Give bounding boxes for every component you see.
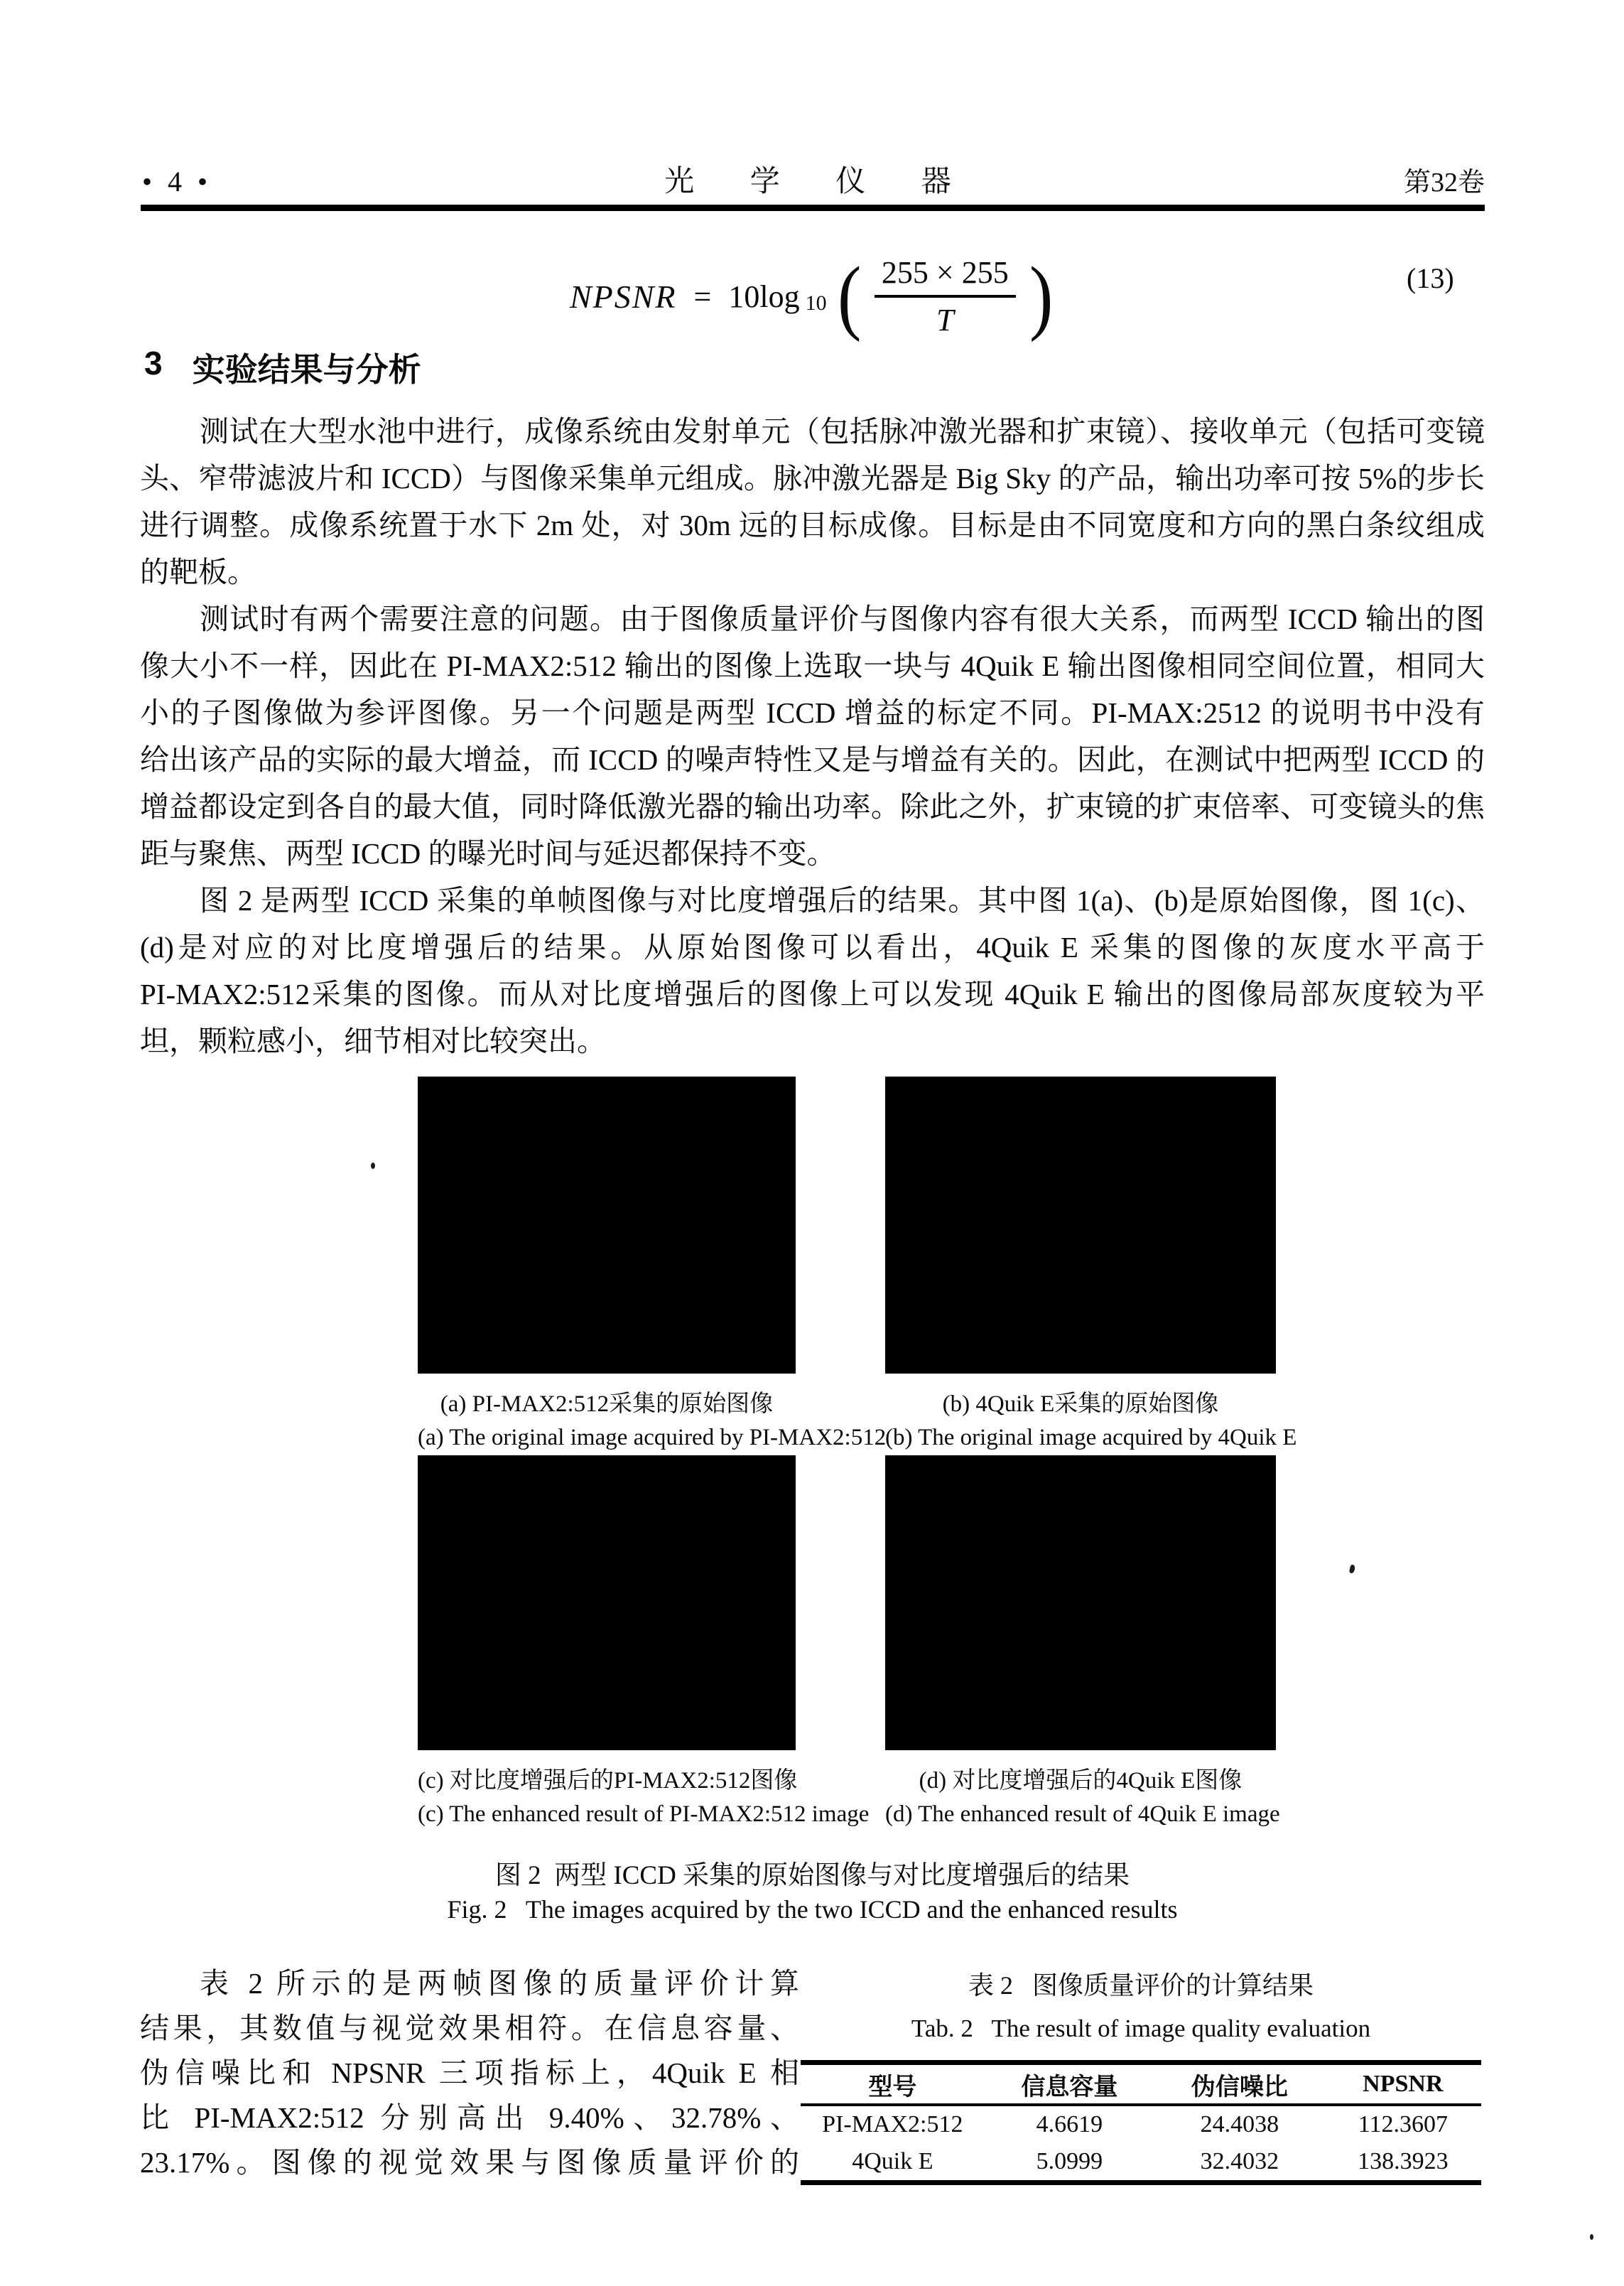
body-line: 伪信噪比和 NPSNR 三项指标上，4Quik E 相 xyxy=(140,2056,799,2089)
section-heading xyxy=(144,344,421,391)
table-header-row xyxy=(801,2063,1481,2106)
body-line: 23.17%。图像的视觉效果与图像质量评价的 xyxy=(140,2146,799,2179)
body-line: 测试在大型水池中进行，成像系统由发射单元（包括脉冲激光器和扩束镜）、接收单元（包括可变镜 xyxy=(200,415,1485,448)
fraction-numerator: 255 × 255 xyxy=(881,255,1009,290)
figure-caption-zh: 图 2 两型 ICCD 采集的原始图像与对比度增强后的结果 xyxy=(494,1861,1130,1890)
results-table xyxy=(801,2060,1481,2185)
body-line: 小的子图像做为参评图像。另一个问题是两型 ICCD 增益的标定不同。PI-MAX:2512 的说明书中没有 xyxy=(140,696,1485,729)
panel-c-caption-zh: (c) 对比度增强后的PI-MAX2:512图像 xyxy=(418,1768,798,1794)
panel-b-caption-en: (b) The original image acquired by 4Quik E xyxy=(885,1425,1297,1450)
table-cell: 4Quik E xyxy=(852,2148,933,2174)
panel-d-caption-en: (d) The enhanced result of 4Quik E image xyxy=(885,1801,1280,1827)
running-head xyxy=(142,158,1485,200)
body-line: (d)是对应的对比度增强后的结果。从原始图像可以看出，4Quik E 采集的图像的灰度水平高于 xyxy=(140,931,1485,964)
section-number: 3 xyxy=(144,345,163,382)
header-rule xyxy=(141,205,1485,211)
figure-panel-d xyxy=(885,1455,1280,1828)
panel-b-image xyxy=(885,1077,1276,1374)
fraction-denominator: T xyxy=(875,295,1016,338)
body-line: 坦，颗粒感小，细节相对比较突出。 xyxy=(140,1025,606,1057)
table-title-zh: 表 2 图像质量评价的计算结果 xyxy=(968,1971,1314,2000)
page-number: • 4 • xyxy=(142,166,212,198)
figure-panel-c xyxy=(418,1455,870,1828)
body-line: 图 2 是两型 ICCD 采集的单帧图像与对比度增强后的结果。其中图 1(a)、(b)是原始图像，图 1(c)、 xyxy=(200,884,1485,917)
volume-label: 第32卷 xyxy=(1403,168,1485,198)
body-line: 像大小不一样，因此在 PI-MAX2:512 输出的图像上选取一块与 4Quik E 输出图像相同空间位置，相同大 xyxy=(140,649,1485,682)
scan-artifact-dot xyxy=(1590,2234,1593,2240)
table-row xyxy=(801,2143,1481,2183)
body-line: PI-MAX2:512采集的图像。而从对比度增强后的图像上可以发现 4Quik E 输出的图像局部灰度较为平 xyxy=(140,978,1485,1010)
panel-b-caption-zh: (b) 4Quik E采集的原始图像 xyxy=(942,1391,1219,1417)
table-cell: 24.4038 xyxy=(1200,2111,1279,2137)
body-line: 表 2 所示的是两帧图像的质量评价计算 xyxy=(200,1967,799,2000)
panel-c-image xyxy=(418,1455,796,1750)
bottom-right-column xyxy=(801,1961,1481,2185)
table-row xyxy=(801,2105,1481,2143)
panel-d-caption-zh: (d) 对比度增强后的4Quik E图像 xyxy=(919,1768,1243,1794)
bottom-left-column xyxy=(140,1961,799,2185)
table-header-npsnr: NPSNR xyxy=(1363,2071,1444,2097)
equation-number: (13) xyxy=(1407,262,1454,294)
panel-a-caption-zh: (a) PI-MAX2:512采集的原始图像 xyxy=(440,1391,774,1417)
table-cell: 32.4032 xyxy=(1200,2148,1279,2174)
body-line: 头、窄带滤波片和 ICCD）与图像采集单元组成。脉冲激光器是 Big Sky 的产品，输出功率可按 5%的步长 xyxy=(140,462,1485,495)
panel-c-caption-en: (c) The enhanced result of PI-MAX2:512 image xyxy=(418,1801,870,1827)
body-line: 给出该产品的实际的最大增益，而 ICCD 的噪声特性又是与增益有关的。因此，在测试中把两型 ICCD 的 xyxy=(140,743,1485,776)
body-line: 距与聚焦、两型 ICCD 的曝光时间与延迟都保持不变。 xyxy=(140,837,836,870)
equation-fraction xyxy=(875,254,1016,338)
equation-log-prefix: 10log xyxy=(728,279,800,314)
journal-title: 光 学 仪 器 xyxy=(664,166,975,198)
body-line: 进行调整。成像系统置于水下 2m 处，对 30m 远的目标成像。目标是由不同宽度和方向的黑白条纹组成 xyxy=(140,509,1485,541)
equation-equals-sign: = xyxy=(693,279,712,314)
table-cell: 4.6619 xyxy=(1036,2111,1103,2137)
table-header-pseudo-snr: 伪信噪比 xyxy=(1191,2074,1288,2101)
figure-panel-a xyxy=(418,1077,887,1451)
equation-log-base: 10 xyxy=(805,291,827,315)
equation-npsnr: NPSNR = 10log 10 ( $\frac{255 \times 255}{T}$ ) xyxy=(569,249,1054,343)
equation-lhs: NPSNR xyxy=(569,278,677,315)
panel-a-caption-en: (a) The original image acquired by PI-MAX2:512 xyxy=(418,1425,887,1450)
body-line: 的靶板。 xyxy=(140,556,256,588)
body-line: 测试时有两个需要注意的问题。由于图像质量评价与图像内容有很大关系，而两型 ICCD 输出的图 xyxy=(200,603,1485,635)
body-line: 增益都设定到各自的最大值，同时降低激光器的输出功率。除此之外，扩束镜的扩束倍率、可变镜头的焦 xyxy=(140,790,1485,823)
figure-caption-en: Fig. 2 The images acquired by the two ICCD and the enhanced results xyxy=(447,1895,1178,1924)
table-cell: PI-MAX2:512 xyxy=(822,2111,963,2137)
section-title: 实验结果与分析 xyxy=(192,351,421,388)
scan-artifact-dot xyxy=(371,1163,375,1169)
body-text xyxy=(140,408,1485,1064)
body-line: 结果，其数值与视觉效果相符。在信息容量、 xyxy=(140,2012,799,2044)
body-line: 比 PI-MAX2:512 分别高出 9.40%、32.78%、 xyxy=(140,2101,799,2134)
table-header-info-capacity: 信息容量 xyxy=(1021,2074,1118,2101)
table-header-model: 型号 xyxy=(868,2074,917,2101)
table-cell: 138.3923 xyxy=(1358,2148,1449,2174)
table-cell: 5.0999 xyxy=(1036,2148,1103,2174)
panel-a-image xyxy=(418,1077,796,1374)
figure-panel-b xyxy=(885,1077,1297,1451)
scan-artifact-dot xyxy=(1349,1564,1355,1573)
table-cell: 112.3607 xyxy=(1358,2111,1448,2137)
panel-d-image xyxy=(885,1455,1276,1750)
table-title-en: Tab. 2 The result of image quality evaluation xyxy=(911,2015,1371,2042)
